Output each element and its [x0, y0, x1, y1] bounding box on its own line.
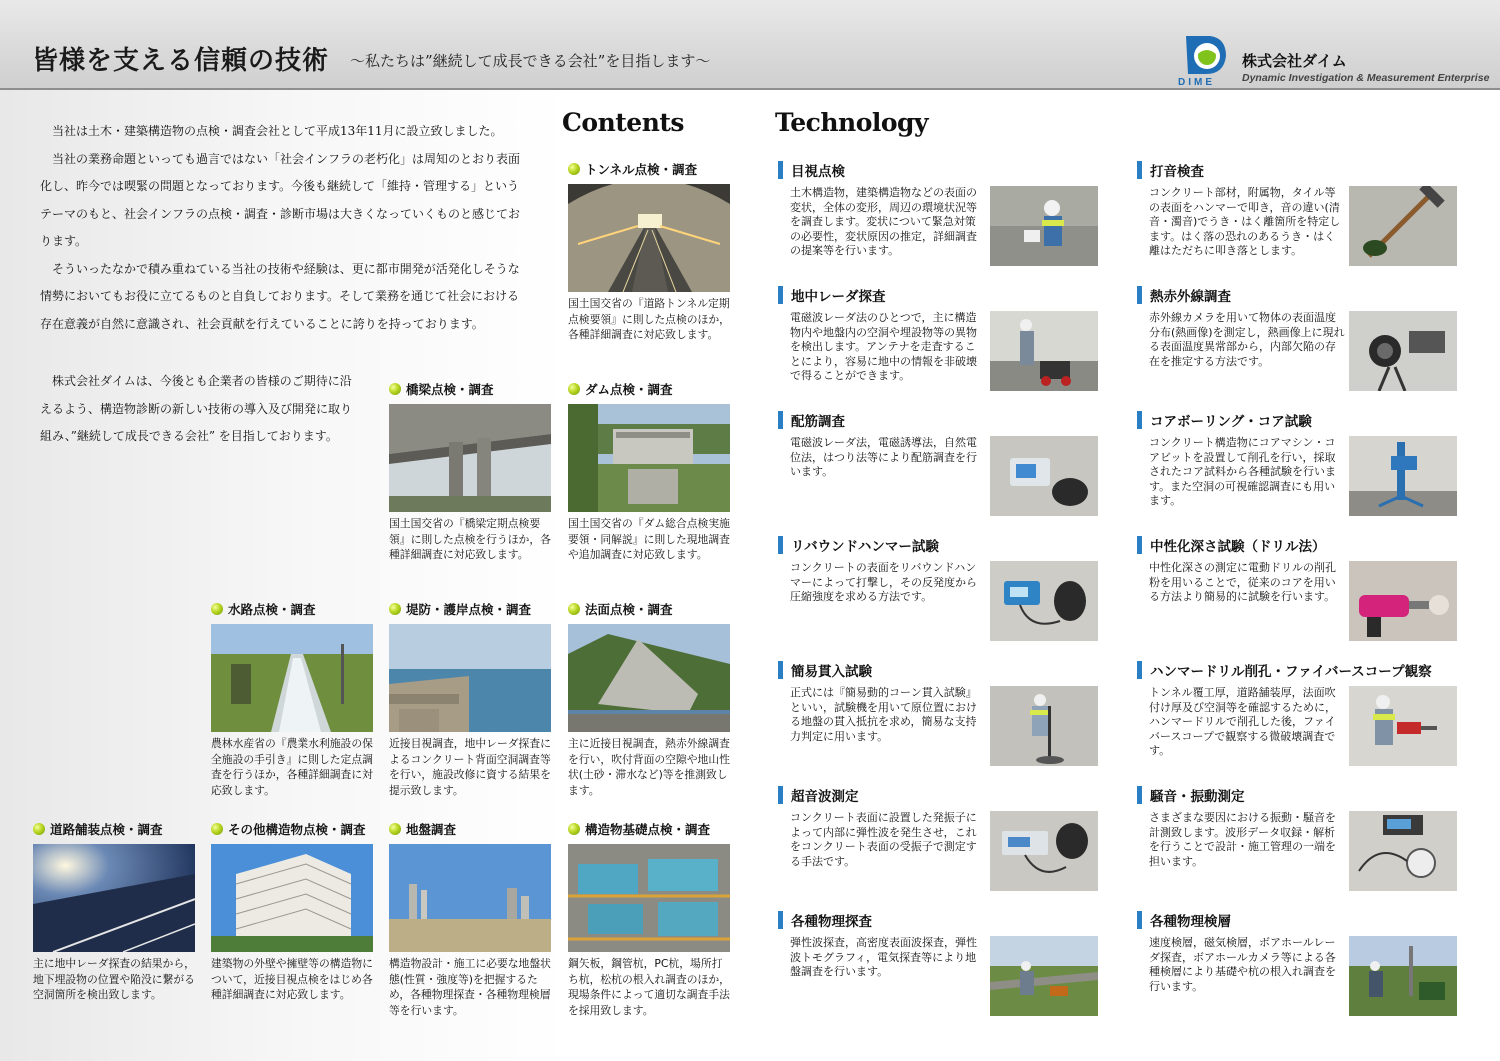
core-boring-photo — [1349, 436, 1457, 516]
tech-item — [1137, 410, 1457, 520]
content-card-building — [211, 820, 373, 1003]
intro-text — [40, 118, 530, 338]
blue-bar-icon — [778, 661, 783, 679]
tech-text: コンクリートの表面をリバウンドハンマーによって打撃し，その反発度から圧縮強度を求める方法です。 — [790, 561, 977, 604]
tech-item — [778, 785, 1098, 895]
hammer-drill-photo — [1349, 686, 1457, 766]
content-card-seawall — [389, 600, 551, 798]
tech-item — [1137, 785, 1457, 895]
hammer-test-photo — [1349, 186, 1457, 266]
company-name: 株式会社ダイム — [1242, 52, 1347, 70]
blue-bar-icon — [1137, 411, 1142, 429]
intro-closing: 株式会社ダイムは、今後とも企業者の皆様のご期待に沿えるよう、構造物診断の新しい技術の導入及び開発に取り組み、”継続して成長できる会社” を目指しております。 — [40, 374, 353, 443]
tech-title: 各種物理検層 — [1137, 910, 1231, 930]
tech-text: 正式には『簡易動的コーン貫入試験』といい，試験機を用いて原位置における地盤の貫入抵抗を求め，簡易な支持力判定に用います。 — [790, 686, 977, 743]
tech-title: 配筋調査 — [778, 410, 845, 430]
card-text: 構造物設計・施工に必要な地盤状態(性質・強度等)を把握するため，各種物理探査・各種物理検層等を行います。 — [389, 957, 551, 1017]
tech-item — [778, 660, 1098, 770]
infrared-camera-photo — [1349, 311, 1457, 391]
carbonation-drill-photo — [1349, 561, 1457, 641]
card-text: 建築物の外壁や擁壁等の構造物について，近接目視点検をはじめ各種詳細調査に対応致します。 — [211, 957, 373, 1001]
blue-bar-icon — [778, 286, 783, 304]
tech-text: 電磁波レーダ法，電磁誘導法，自然電位法，はつり法等により配筋調査を行います。 — [790, 436, 977, 479]
ultrasonic-test-photo — [990, 811, 1098, 891]
tech-text: 土木構造物，建築構造物などの表面の変状，全体の変形，周辺の環境状況等を調査します。変状について緊急対策の必要性，変状原因の推定，詳細調査の提案等を行います。 — [790, 186, 977, 258]
card-title: 法面点検・調査 — [568, 600, 730, 618]
green-dot-icon — [568, 383, 580, 395]
bridge-photo — [389, 404, 551, 512]
intro-paragraph: 当社の業務命題といっても過言ではない「社会インフラの老朽化」は周知のとおり表面化し、昨今では喫緊の問題となっております。今後も継続して「維持・管理する」というテーマのもと、社会インフラの点検・調査・診断市場は大きくなっていくものと感じております。 — [40, 151, 521, 248]
green-dot-icon — [33, 823, 45, 835]
card-title: その他構造物点検・調査 — [211, 820, 373, 838]
tech-item — [778, 535, 1098, 645]
blue-bar-icon — [778, 536, 783, 554]
green-dot-icon — [568, 163, 580, 175]
blue-bar-icon — [778, 911, 783, 929]
tech-item — [1137, 285, 1457, 395]
slope-photo — [568, 624, 730, 732]
blue-bar-icon — [778, 786, 783, 804]
contents-heading: Contents — [562, 108, 685, 137]
tech-title: 地中レーダ探査 — [778, 285, 886, 305]
blue-bar-icon — [1137, 661, 1142, 679]
content-card-tunnel — [568, 160, 730, 343]
card-title: トンネル点検・調査 — [568, 160, 730, 178]
green-dot-icon — [568, 823, 580, 835]
page-title: 皆様を支える信頼の技術 — [32, 46, 330, 76]
card-title: 道路舗装点検・調査 — [33, 820, 195, 838]
blue-bar-icon — [1137, 911, 1142, 929]
cone-penetration-photo — [990, 686, 1098, 766]
card-title: 堤防・護岸点検・調査 — [389, 600, 551, 618]
tech-title: コアボーリング・コア試験 — [1137, 410, 1312, 430]
card-text: 主に地中レーダ探査の結果から，地下埋設物の位置や陥没に繋がる空洞箇所を検出致します。 — [33, 957, 195, 1001]
card-text: 鋼矢板，鋼管杭，PC杭，場所打ち杭，松杭の根入れ調査のほか，現場条件によって適切な調査手法を採用致します。 — [568, 957, 730, 1017]
tech-title: リバウンドハンマー試験 — [778, 535, 939, 555]
tech-title: 騒音・振動測定 — [1137, 785, 1245, 805]
tech-title: ハンマードリル削孔・ファイバースコープ観察 — [1137, 660, 1432, 680]
intro-paragraph: 当社は土木・建築構造物の点検・調査会社として平成13年11月に設立致しました。 — [52, 124, 503, 138]
page-header — [0, 0, 1500, 90]
green-dot-icon — [568, 603, 580, 615]
tech-item — [778, 410, 1098, 520]
content-card-foundation — [568, 820, 730, 1018]
blue-bar-icon — [1137, 786, 1142, 804]
ground-photo — [389, 844, 551, 952]
green-dot-icon — [211, 823, 223, 835]
tech-text: 赤外線カメラを用いて物体の表面温度分布(熱画像)を測定し，熱画像上に現れる表面温度異常部から，内部欠陥の存在を推定する方法です。 — [1149, 311, 1345, 368]
content-card-dam — [568, 380, 730, 563]
card-text: 主に近接目視調査，熱赤外線調査を行い，吹付背面の空隙や地山性状(土砂・滞水など)等を推測致します。 — [568, 737, 730, 797]
tech-item — [1137, 910, 1457, 1020]
card-title: 水路点検・調査 — [211, 600, 373, 618]
tech-item — [778, 910, 1098, 1020]
content-card-slope — [568, 600, 730, 798]
card-text: 国土国交省の『橋梁定期点検要領』に則した点検を行うほか，各種詳細調査に対応致します。 — [389, 517, 551, 561]
green-dot-icon — [211, 603, 223, 615]
card-text: 農林水産省の『農業水利施設の保全施設の手引き』に則した定点調査を行うほか，各種詳細調査に対応致します。 — [211, 737, 373, 797]
seawall-photo — [389, 624, 551, 732]
logo-wordmark: DIME — [1178, 77, 1215, 88]
content-card-ground — [389, 820, 551, 1018]
rebound-hammer-photo — [990, 561, 1098, 641]
waterway-photo — [211, 624, 373, 732]
building-photo — [211, 844, 373, 952]
card-title: ダム点検・調査 — [568, 380, 730, 398]
tech-item — [778, 285, 1098, 395]
green-dot-icon — [389, 823, 401, 835]
tech-text: さまざまな要因における振動・騒音を計測致します。波形データ収録・解析を行うことで設計・施工管理の一端を担います。 — [1149, 811, 1336, 868]
page-subtitle: ～私たちは”継続して成長できる会社”を目指します～ — [350, 52, 711, 70]
card-title: 構造物基礎点検・調査 — [568, 820, 730, 838]
tech-item — [1137, 160, 1457, 270]
tech-item — [778, 160, 1098, 270]
tech-title: 熱赤外線調査 — [1137, 285, 1231, 305]
card-title: 橋梁点検・調査 — [389, 380, 551, 398]
tech-title: 中性化深さ試験（ドリル法） — [1137, 535, 1326, 555]
gpr-survey-photo — [990, 311, 1098, 391]
borehole-logging-photo — [1349, 936, 1457, 1016]
tech-title: 目視点検 — [778, 160, 845, 180]
tech-text: コンクリート部材，附属物，タイル等の表面をハンマーで叩き，音の違い(清音・濁音)でうき・はく離箇所を特定します。はく落の恐れのあるうき・はく離はただちに叩き落とします。 — [1149, 186, 1341, 258]
tech-text: 弾性波探査，高密度表面波探査，弾性波トモグラフィ，電気探査等により地盤調査を行います。 — [790, 936, 977, 979]
blue-bar-icon — [778, 411, 783, 429]
tunnel-photo — [568, 184, 730, 292]
rebar-scan-photo — [990, 436, 1098, 516]
tech-item — [1137, 535, 1457, 645]
tech-text: 電磁波レーダ法のひとつで，主に構造物内や地盤内の空洞や埋設物等の異物を検出します。アンテナを走査することにより，容易に地中の情報を非破壊で得ることができます。 — [790, 311, 977, 383]
content-card-road — [33, 820, 195, 1003]
green-dot-icon — [389, 383, 401, 395]
tech-title: 打音検査 — [1137, 160, 1204, 180]
card-text: 国土国交省の『道路トンネル定期点検要領』に則した点検のほか，各種詳細調査に対応致します。 — [568, 297, 730, 341]
company-english-name: Dynamic Investigation & Measurement Enterprise — [1242, 72, 1490, 84]
card-text: 近接目視調査，地中レーダ探査によるコンクリート背面空洞調査等を行い，施設改修に資する結果を提示致します。 — [389, 737, 551, 797]
card-text: 国土国交省の『ダム総合点検実施要領・同解説』に則した現地調査や追加調査に対応致します。 — [568, 517, 730, 561]
tech-text: コンクリート構造物にコアマシン・コアビットを設置して削孔を行い，採取されたコア試料から各種試験を行います。また空洞の可視確認調査にも用います。 — [1149, 436, 1336, 508]
card-title: 地盤調査 — [389, 820, 551, 838]
tech-item — [1137, 660, 1457, 770]
blue-bar-icon — [778, 161, 783, 179]
technology-heading: Technology — [775, 108, 929, 137]
geophysical-survey-photo — [990, 936, 1098, 1016]
blue-bar-icon — [1137, 536, 1142, 554]
blue-bar-icon — [1137, 161, 1142, 179]
tech-text: トンネル覆工厚，道路舗装厚，法面吹付け厚及び空洞等を確認するために，ハンマードリルで削孔した後，ファイバースコープで観察する微破壊調査です。 — [1149, 686, 1336, 758]
tech-title: 超音波測定 — [778, 785, 859, 805]
road-photo — [33, 844, 195, 952]
tech-text: コンクリート表面に設置した発振子によって内部に弾性波を発生させ，これをコンクリート表面の受振子で測定する手法です。 — [790, 811, 977, 868]
vibration-meter-photo — [1349, 811, 1457, 891]
content-card-bridge — [389, 380, 551, 563]
content-card-waterway — [211, 600, 373, 798]
tech-text: 速度検層，磁気検層，ボアホールレーダ探査，ボアホールカメラ等による各種検層により基礎や杭の根入れ調査を行います。 — [1149, 936, 1336, 993]
blue-bar-icon — [1137, 286, 1142, 304]
green-dot-icon — [389, 603, 401, 615]
visual-inspection-photo — [990, 186, 1098, 266]
tech-title: 各種物理探査 — [778, 910, 872, 930]
tech-text: 中性化深さの測定に電動ドリルの削孔粉を用いることで，従来のコアを用いる方法より簡易的に試験を行います。 — [1149, 561, 1336, 604]
foundation-photo — [568, 844, 730, 952]
tech-title: 簡易貫入試験 — [778, 660, 872, 680]
dam-photo — [568, 404, 730, 512]
dime-logo-icon — [1180, 30, 1230, 78]
intro-paragraph: そういったなかで積み重ねている当社の技術や経験は、更に都市開発が活発化しそうな情勢においてもお役に立てるものと自負しております。そして業務を通じて社会における存在意義が自然に意識され、社会貢献を行えていることに誇りを持っております。 — [40, 261, 520, 331]
